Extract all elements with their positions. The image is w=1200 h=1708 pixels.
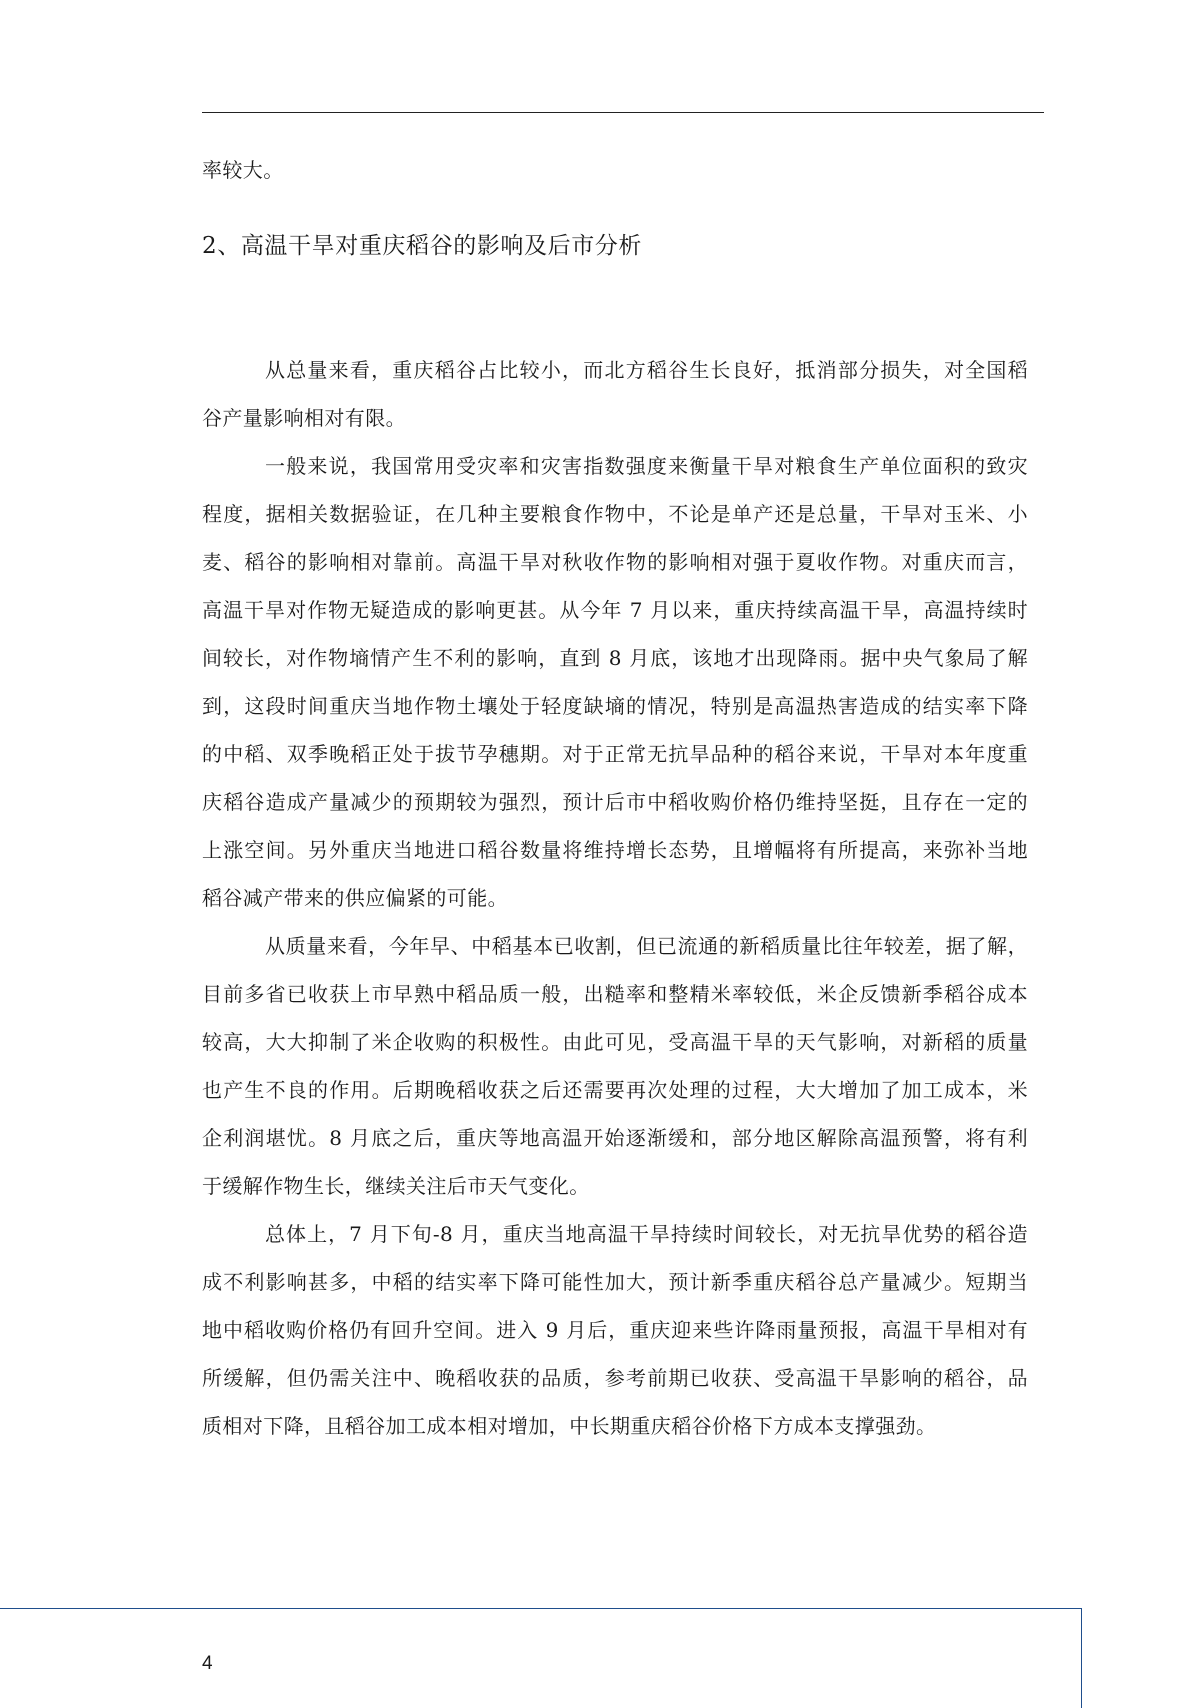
text-line: 稻谷减产带来的供应偏紧的可能。 xyxy=(202,886,508,910)
text-line: 间较长，对作物墒情产生不利的影响，直到 8 月底，该地才出现降雨。据中央气象局了解 xyxy=(202,646,1028,670)
body-text xyxy=(202,346,1028,1450)
text-line: 高温干旱对作物无疑造成的影响更甚。从今年 7 月以来，重庆持续高温干旱，高温持续时 xyxy=(202,598,1028,622)
text-line: 程度，据相关数据验证，在几种主要粮食作物中，不论是单产还是总量，干旱对玉米、小 xyxy=(202,502,1028,526)
text-line: 较高，大大抑制了米企收购的积极性。由此可见，受高温干旱的天气影响，对新稻的质量 xyxy=(202,1030,1028,1054)
text-line: 所缓解，但仍需关注中、晚稻收获的品质，参考前期已收获、受高温干旱影响的稻谷，品 xyxy=(202,1366,1028,1390)
text-line: 麦、稻谷的影响相对靠前。高温干旱对秋收作物的影响相对强于夏收作物。对重庆而言， xyxy=(202,550,1028,574)
text-line: 于缓解作物生长，继续关注后市天气变化。 xyxy=(202,1174,590,1198)
text-line: 从质量来看，今年早、中稻基本已收割，但已流通的新稻质量比往年较差，据了解， xyxy=(265,934,1028,958)
paragraph-quality xyxy=(202,922,1028,1210)
header-rule xyxy=(202,112,1044,113)
text-line: 总体上，7 月下旬-8 月，重庆当地高温干旱持续时间较长，对无抗旱优势的稻谷造 xyxy=(265,1222,1028,1246)
paragraph-summary xyxy=(202,1210,1028,1450)
section-heading: 2、高温干旱对重庆稻谷的影响及后市分析 xyxy=(202,233,643,259)
page-number: 4 xyxy=(202,1653,213,1674)
paragraph-total-volume xyxy=(202,346,1028,442)
footer-frame xyxy=(0,1608,1082,1708)
text-line: 成不利影响甚多，中稻的结实率下降可能性加大，预计新季重庆稻谷总产量减少。短期当 xyxy=(202,1270,1028,1294)
paragraph-drought-impact xyxy=(202,442,1028,922)
text-line: 地中稻收购价格仍有回升空间。进入 9 月后，重庆迎来些许降雨量预报，高温干旱相对有 xyxy=(202,1318,1028,1342)
text-line: 的中稻、双季晚稻正处于拔节孕穗期。对于正常无抗旱品种的稻谷来说，干旱对本年度重 xyxy=(202,742,1028,766)
text-line: 率较大。 xyxy=(202,158,284,182)
text-line: 目前多省已收获上市早熟中稻品质一般，出糙率和整精米率较低，米企反馈新季稻谷成本 xyxy=(202,982,1028,1006)
text-line: 质相对下降，且稻谷加工成本相对增加，中长期重庆稻谷价格下方成本支撑强劲。 xyxy=(202,1414,937,1438)
text-line: 一般来说，我国常用受灾率和灾害指数强度来衡量干旱对粮食生产单位面积的致灾 xyxy=(265,454,1028,478)
text-line: 也产生不良的作用。后期晚稻收获之后还需要再次处理的过程，大大增加了加工成本，米 xyxy=(202,1078,1028,1102)
text-line: 庆稻谷造成产量减少的预期较为强烈，预计后市中稻收购价格仍维持坚挺，且存在一定的 xyxy=(202,790,1028,814)
text-line: 从总量来看，重庆稻谷占比较小，而北方稻谷生长良好，抵消部分损失，对全国稻 xyxy=(265,358,1028,382)
carryover-text xyxy=(202,146,1028,194)
text-line: 企利润堪忧。8 月底之后，重庆等地高温开始逐渐缓和，部分地区解除高温预警，将有利 xyxy=(202,1126,1028,1150)
text-line: 到，这段时间重庆当地作物土壤处于轻度缺墒的情况，特别是高温热害造成的结实率下降 xyxy=(202,694,1028,718)
text-line: 谷产量影响相对有限。 xyxy=(202,406,406,430)
text-line: 上涨空间。另外重庆当地进口稻谷数量将维持增长态势，且增幅将有所提高，来弥补当地 xyxy=(202,838,1028,862)
